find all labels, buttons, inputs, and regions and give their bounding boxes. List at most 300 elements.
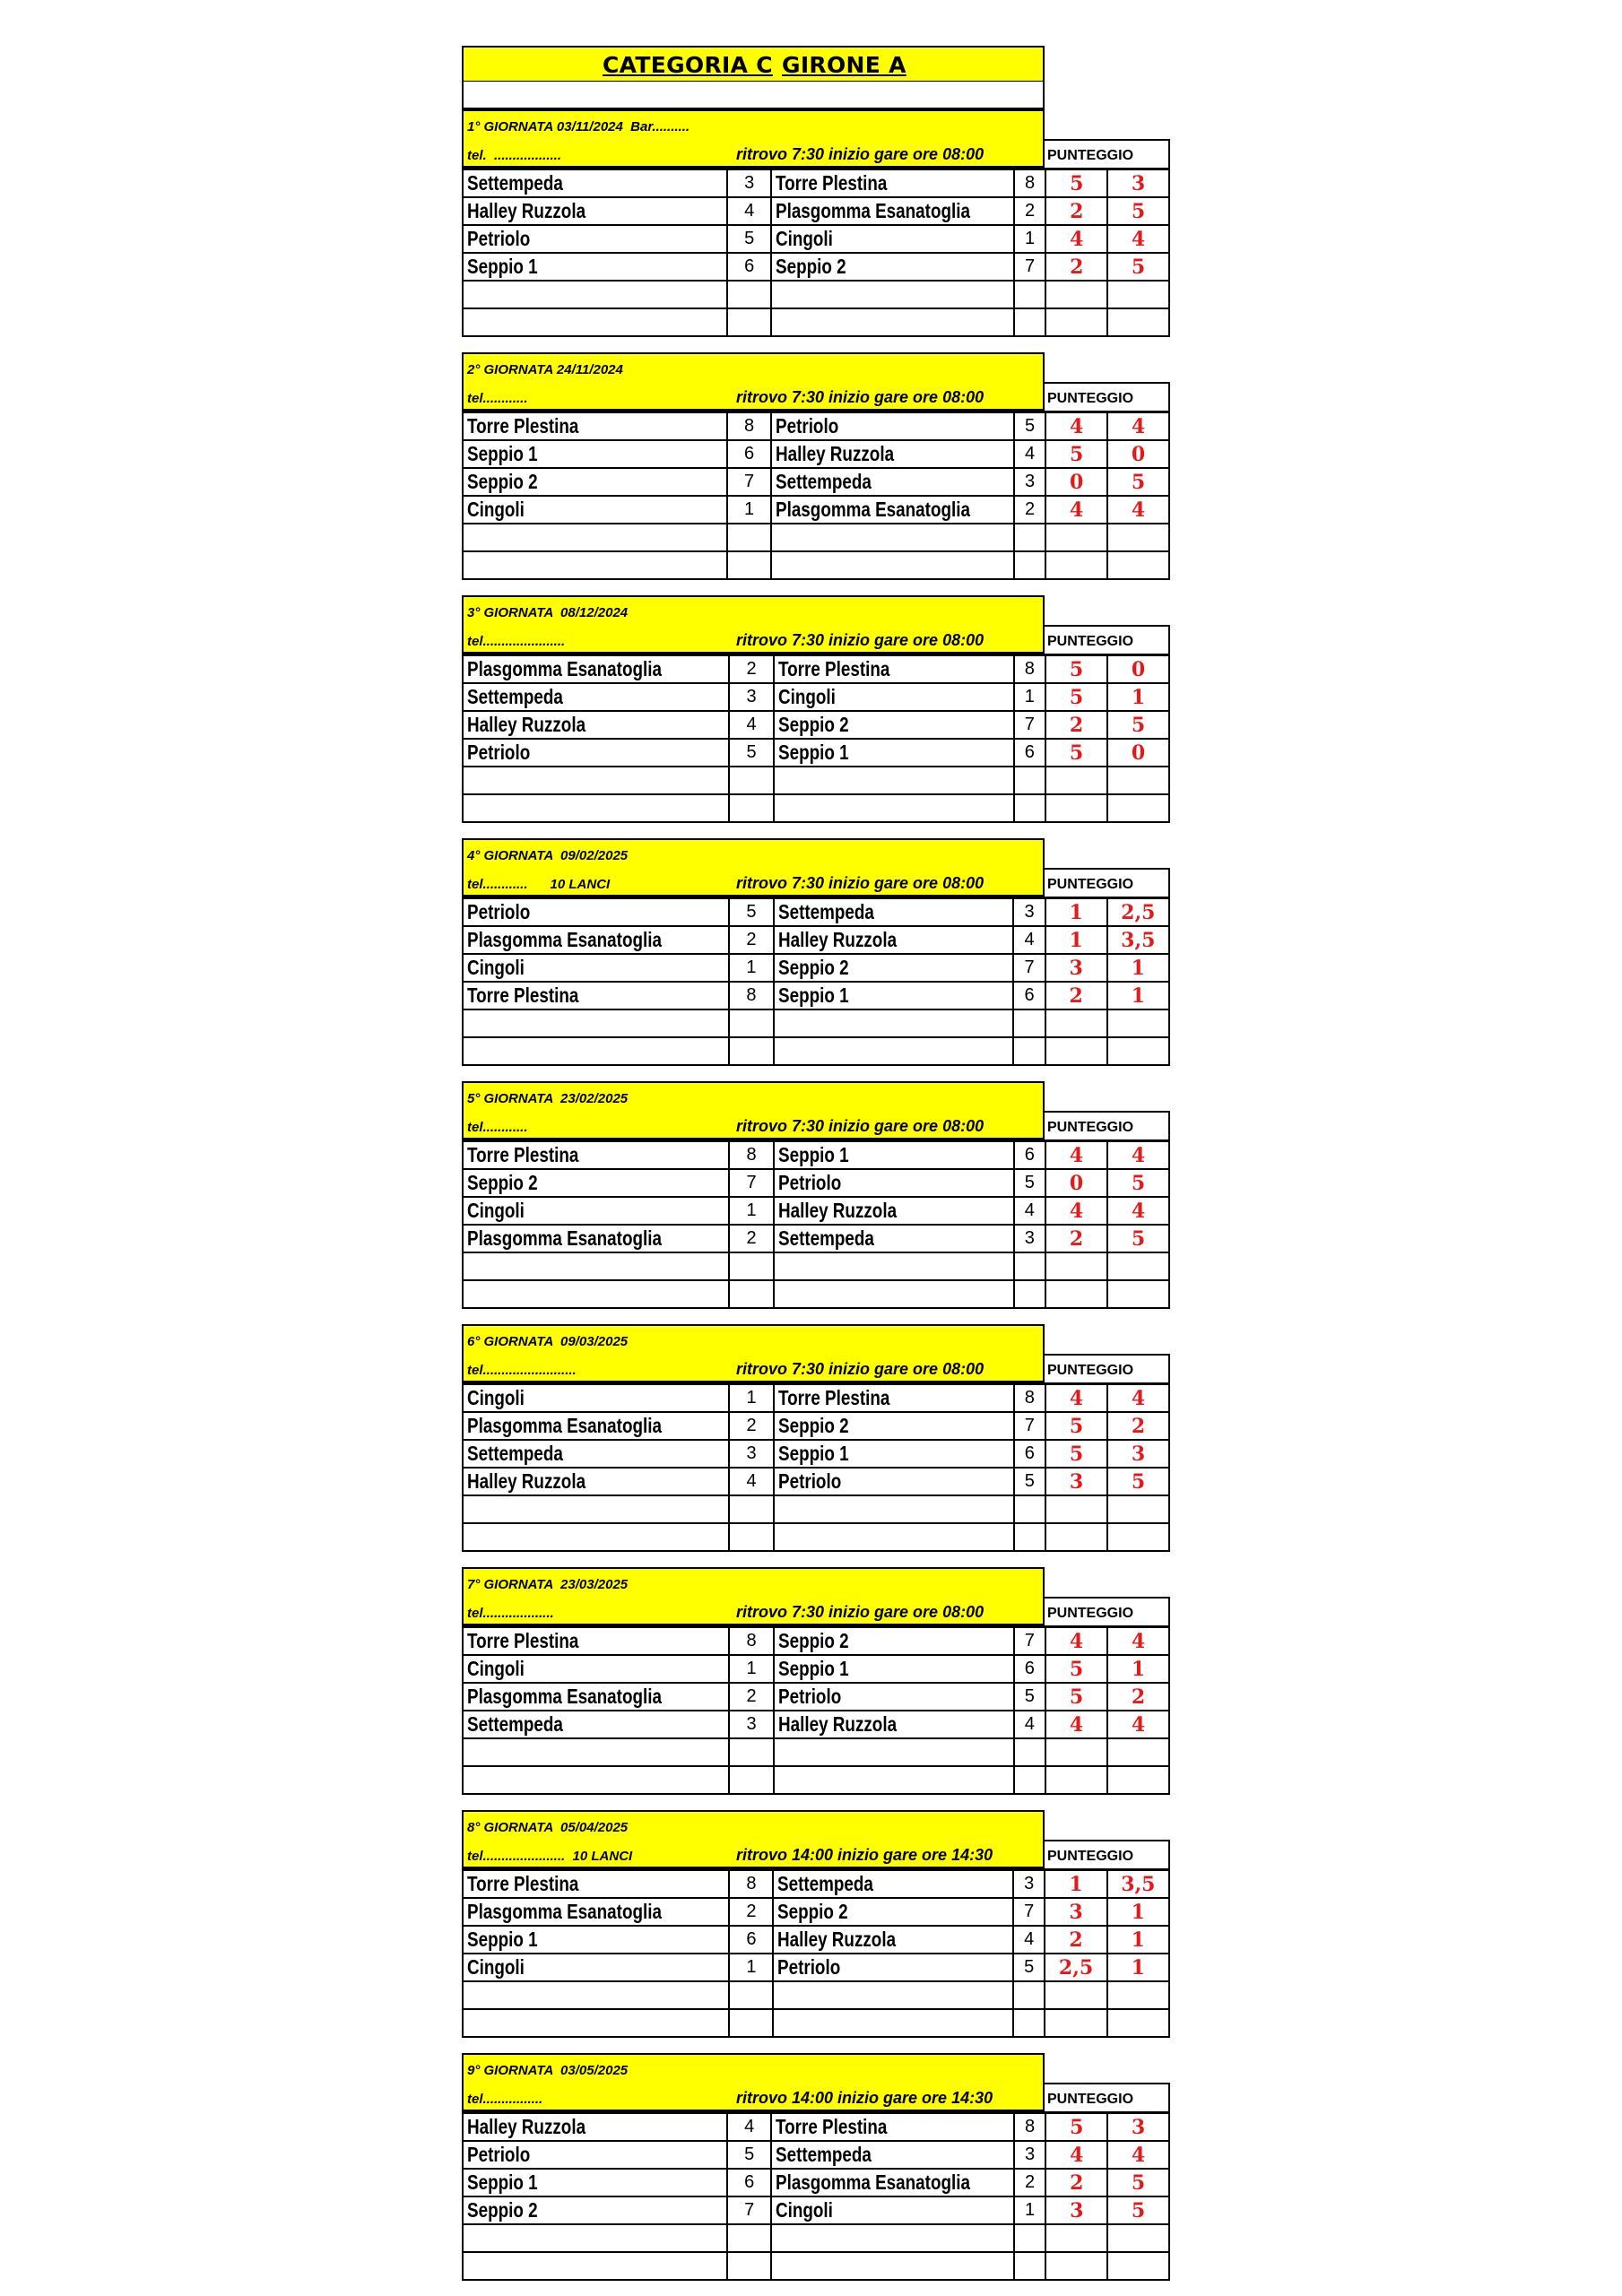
away-team-cell	[771, 169, 1014, 197]
away-team-cell	[774, 1738, 1014, 1766]
away-points: 3,5	[1121, 1872, 1156, 1896]
home-number-cell	[727, 281, 771, 308]
round-ritrovo: ritrovo 7:30 inizio gare ore 08:00	[736, 874, 984, 892]
home-points: 2	[1069, 1226, 1084, 1251]
match-row	[463, 2113, 1169, 2141]
home-points: 3	[1069, 956, 1083, 980]
away-number-cell	[1014, 308, 1045, 336]
home-number: 2	[746, 1228, 757, 1248]
home-team-cell	[463, 468, 727, 496]
match-row	[463, 1954, 1169, 1981]
away-points-cell	[1107, 1252, 1169, 1280]
away-points-cell	[1107, 739, 1169, 767]
home-points-cell	[1045, 2009, 1106, 2037]
match-row	[463, 253, 1169, 281]
home-number-cell	[729, 1252, 773, 1280]
away-points: 4	[1131, 1199, 1146, 1223]
home-team-cell	[463, 2113, 727, 2141]
home-number-cell	[727, 468, 771, 496]
home-points-cell	[1045, 1711, 1107, 1738]
empty-row	[463, 1037, 1169, 1065]
away-number-cell	[1014, 683, 1046, 711]
empty-row	[463, 2009, 1169, 2037]
match-row	[463, 1683, 1169, 1711]
home-points-cell	[1045, 551, 1107, 579]
away-points: 1	[1131, 1955, 1145, 1980]
away-team: Cingoli	[776, 2198, 834, 2222]
away-points-cell	[1107, 767, 1169, 794]
home-points: 5	[1069, 741, 1084, 765]
home-team: Seppio 2	[467, 2198, 538, 2222]
home-number-cell	[729, 1711, 773, 1738]
round-block	[462, 1567, 1170, 1810]
away-number: 5	[1024, 1686, 1035, 1706]
home-team-cell	[463, 225, 727, 253]
home-points: 4	[1069, 1143, 1084, 1167]
home-number-cell	[729, 926, 773, 954]
home-team-cell	[463, 1280, 729, 1308]
away-team-cell	[773, 1926, 1013, 1954]
away-points-cell	[1107, 2169, 1169, 2196]
home-number: 3	[746, 1714, 757, 1734]
away-team-cell	[774, 898, 1014, 926]
home-number-cell	[729, 739, 773, 767]
away-number-cell	[1013, 982, 1045, 1009]
away-points-cell	[1107, 794, 1169, 822]
matches-table	[462, 1140, 1170, 1309]
home-points-cell	[1045, 1523, 1107, 1551]
away-points-cell	[1107, 1169, 1169, 1197]
round-tel: tel. ..................	[467, 148, 562, 163]
empty-row	[463, 2224, 1169, 2252]
away-points: 2	[1131, 1414, 1146, 1438]
match-row	[463, 739, 1169, 767]
home-team-cell	[463, 496, 727, 524]
away-number-cell	[1014, 440, 1046, 468]
away-number-cell	[1014, 524, 1046, 551]
home-team-cell	[463, 1037, 729, 1065]
away-team: Seppio 2	[777, 1629, 849, 1652]
home-number-cell	[729, 711, 773, 739]
home-points: 5	[1070, 2115, 1084, 2139]
home-team: Petriolo	[467, 227, 531, 250]
away-team-cell	[774, 1495, 1014, 1523]
away-team-cell	[771, 281, 1014, 308]
away-number-cell	[1014, 1384, 1046, 1412]
home-number: 2	[746, 1902, 757, 1921]
away-team-cell	[773, 1981, 1013, 2009]
away-team: Torre Plestina	[777, 657, 890, 680]
away-number: 5	[1024, 416, 1036, 436]
away-points-cell	[1107, 1141, 1169, 1169]
home-number: 5	[744, 229, 755, 248]
away-number: 1	[1025, 229, 1036, 248]
away-team-cell	[774, 655, 1014, 683]
home-points-cell	[1045, 1037, 1107, 1065]
home-number: 6	[744, 256, 755, 276]
match-row	[463, 2196, 1169, 2224]
home-team-cell	[463, 1655, 729, 1683]
away-number: 7	[1024, 957, 1035, 977]
round-ritrovo: ritrovo 7:30 inizio gare ore 08:00	[736, 1360, 984, 1378]
home-team-cell	[463, 794, 729, 822]
match-row	[463, 898, 1169, 926]
round-header	[462, 1810, 1045, 1869]
away-points-cell	[1107, 197, 1169, 225]
match-row	[463, 2141, 1169, 2169]
home-points: 4	[1070, 498, 1084, 522]
away-points: 0	[1131, 741, 1146, 765]
match-row	[463, 496, 1169, 524]
away-team-cell	[774, 1627, 1014, 1655]
away-number-cell	[1014, 1141, 1046, 1169]
away-team-cell	[774, 1197, 1014, 1225]
home-team-cell	[463, 281, 727, 308]
match-row	[463, 1926, 1169, 1954]
home-points: 2,5	[1058, 1955, 1094, 1980]
away-number-cell	[1014, 2169, 1045, 2196]
away-points-cell	[1107, 468, 1169, 496]
away-number: 3	[1024, 902, 1035, 922]
home-number-cell	[729, 1523, 773, 1551]
empty-row	[463, 767, 1169, 794]
away-points-cell	[1107, 1738, 1169, 1766]
home-number: 6	[744, 444, 755, 464]
home-number: 8	[746, 985, 757, 1005]
home-number: 2	[746, 659, 757, 679]
home-team-cell	[463, 308, 727, 336]
away-points-cell	[1107, 954, 1169, 982]
away-number-cell	[1013, 1926, 1045, 1954]
away-number-cell	[1014, 2196, 1045, 2224]
away-team: Halley Ruzzola	[777, 928, 897, 951]
away-team: Plasgomma Esanatoglia	[776, 2170, 971, 2194]
home-points-cell	[1045, 954, 1107, 982]
round-header	[462, 838, 1045, 897]
away-points: 4	[1131, 498, 1146, 522]
round-block	[462, 595, 1170, 838]
away-points-cell	[1107, 1197, 1169, 1225]
away-points: 1	[1131, 983, 1145, 1008]
home-team: Plasgomma Esanatoglia	[467, 657, 662, 680]
home-points-cell	[1045, 1683, 1107, 1711]
home-team-cell	[463, 1412, 729, 1440]
home-team: Settempeda	[467, 171, 563, 195]
home-number: 4	[746, 1471, 757, 1491]
home-points-cell	[1045, 468, 1107, 496]
home-number: 1	[746, 1659, 757, 1678]
away-team-cell	[771, 253, 1014, 281]
title-girone: GIRONE A	[782, 52, 906, 78]
away-points: 3,5	[1121, 928, 1156, 952]
away-points-cell	[1107, 1468, 1169, 1495]
home-team-cell	[463, 1169, 729, 1197]
round-block	[462, 1324, 1170, 1567]
home-points-cell	[1045, 1440, 1107, 1468]
match-row	[463, 1468, 1169, 1495]
home-points-cell	[1045, 711, 1107, 739]
home-number: 7	[744, 2200, 755, 2220]
away-number-cell	[1013, 1898, 1045, 1926]
match-row	[463, 1412, 1169, 1440]
home-team: Plasgomma Esanatoglia	[467, 1226, 662, 1250]
away-points-cell	[1107, 1926, 1169, 1954]
away-number: 6	[1024, 985, 1035, 1005]
home-number-cell	[729, 1870, 773, 1898]
round-tel: tel............ 10 LANCI	[467, 877, 611, 892]
home-team-cell	[463, 926, 729, 954]
away-number: 8	[1024, 1388, 1035, 1408]
away-points: 1	[1131, 685, 1146, 709]
home-points-cell	[1045, 739, 1107, 767]
round-block	[462, 1810, 1170, 2053]
away-number-cell	[1014, 1197, 1046, 1225]
away-team: Plasgomma Esanatoglia	[776, 199, 971, 222]
home-points-cell	[1045, 1898, 1106, 1926]
away-points-cell	[1107, 982, 1169, 1009]
match-row	[463, 926, 1169, 954]
home-points: 1	[1069, 1872, 1083, 1896]
away-points-cell	[1107, 655, 1169, 683]
home-number-cell	[727, 253, 771, 281]
away-points: 1	[1131, 1900, 1145, 1924]
punteggio-header: PUNTEGGIO	[1045, 139, 1170, 169]
home-number: 4	[744, 201, 755, 221]
away-points: 1	[1131, 1928, 1145, 1952]
empty-row	[463, 1766, 1169, 1794]
home-points: 5	[1069, 685, 1084, 709]
home-team-cell	[463, 2169, 727, 2196]
away-team: Settempeda	[777, 900, 874, 923]
home-points: 4	[1070, 2143, 1084, 2167]
away-team-cell	[774, 1683, 1014, 1711]
away-number-cell	[1014, 1711, 1046, 1738]
away-points-cell	[1107, 1655, 1169, 1683]
home-points-cell	[1045, 2252, 1107, 2280]
home-team-cell	[463, 1870, 729, 1898]
away-points-cell	[1107, 711, 1169, 739]
home-team-cell	[463, 954, 729, 982]
round-header	[462, 352, 1045, 412]
home-number: 2	[746, 1416, 757, 1435]
match-row	[463, 1197, 1169, 1225]
home-team: Settempeda	[467, 1442, 563, 1465]
home-number: 6	[744, 2172, 755, 2192]
home-number: 3	[744, 173, 755, 193]
away-points: 5	[1131, 1469, 1146, 1494]
round-header	[462, 1567, 1045, 1626]
home-number-cell	[727, 197, 771, 225]
away-team: Seppio 1	[777, 741, 849, 764]
punteggio-header: PUNTEGGIO	[1045, 868, 1170, 897]
away-number-cell	[1014, 1412, 1046, 1440]
round-block	[462, 1081, 1170, 1324]
away-number-cell	[1014, 468, 1046, 496]
home-team: Cingoli	[467, 1657, 525, 1680]
home-team: Torre Plestina	[467, 1872, 579, 1895]
match-row	[463, 655, 1169, 683]
away-team-cell	[774, 1141, 1014, 1169]
away-team-cell	[771, 2141, 1014, 2169]
home-number-cell	[727, 524, 771, 551]
home-points-cell	[1045, 1766, 1107, 1794]
away-number-cell	[1014, 1225, 1046, 1252]
home-points-cell	[1045, 1009, 1107, 1037]
empty-row	[463, 1280, 1169, 1308]
home-team: Settempeda	[467, 685, 563, 708]
home-team-cell	[463, 1009, 729, 1037]
home-number-cell	[727, 2196, 771, 2224]
home-number-cell	[727, 2141, 771, 2169]
round-ritrovo: ritrovo 7:30 inizio gare ore 08:00	[736, 631, 984, 649]
matches-table	[462, 1383, 1170, 1552]
home-team-cell	[463, 767, 729, 794]
away-points-cell	[1107, 253, 1169, 281]
home-team: Torre Plestina	[467, 983, 579, 1007]
away-number-cell	[1014, 496, 1046, 524]
home-team-cell	[463, 524, 727, 551]
home-number: 8	[746, 1631, 757, 1651]
home-number-cell	[729, 1141, 773, 1169]
away-team: Seppio 2	[777, 1900, 849, 1923]
home-team: Petriolo	[467, 741, 531, 764]
matches-table	[462, 1869, 1170, 2038]
home-number-cell	[729, 1954, 773, 1981]
round-title: 5° GIORNATA 23/02/2025	[467, 1091, 629, 1106]
home-number-cell	[727, 2169, 771, 2196]
away-points: 4	[1131, 1386, 1146, 1410]
round-block	[462, 352, 1170, 595]
away-number-cell	[1013, 954, 1045, 982]
home-number-cell	[729, 982, 773, 1009]
home-points: 2	[1069, 983, 1083, 1008]
home-points-cell	[1045, 281, 1107, 308]
home-points-cell	[1045, 496, 1107, 524]
round-block	[462, 2053, 1170, 2296]
home-team-cell	[463, 197, 727, 225]
home-number: 4	[746, 715, 757, 734]
away-points: 5	[1131, 470, 1146, 494]
away-number-cell	[1014, 1495, 1046, 1523]
home-points-cell	[1045, 982, 1107, 1009]
away-points: 2	[1131, 1685, 1146, 1709]
away-team-cell	[774, 683, 1014, 711]
away-team-cell	[774, 1009, 1014, 1037]
round-header	[462, 1081, 1045, 1140]
away-number-cell	[1014, 412, 1046, 440]
home-number-cell	[729, 1440, 773, 1468]
home-points-cell	[1045, 2196, 1107, 2224]
match-row	[463, 169, 1169, 197]
home-points-cell	[1045, 655, 1107, 683]
title-categoria: CATEGORIA C	[603, 52, 773, 78]
away-points: 5	[1131, 713, 1146, 737]
home-number: 3	[746, 687, 757, 706]
home-points-cell	[1045, 1655, 1107, 1683]
home-team-cell	[463, 739, 729, 767]
round-ritrovo: ritrovo 7:30 inizio gare ore 08:00	[736, 1117, 984, 1135]
away-number-cell	[1014, 739, 1046, 767]
home-number-cell	[729, 1225, 773, 1252]
home-points-cell	[1045, 2113, 1107, 2141]
home-number-cell	[729, 767, 773, 794]
home-team: Cingoli	[467, 956, 525, 979]
away-team: Torre Plestina	[777, 1386, 890, 1409]
home-points: 0	[1070, 470, 1084, 494]
match-row	[463, 1384, 1169, 1412]
away-team: Torre Plestina	[776, 171, 888, 195]
home-number-cell	[729, 1495, 773, 1523]
away-team-cell	[771, 524, 1014, 551]
away-points: 2,5	[1121, 900, 1156, 924]
away-number: 3	[1024, 1228, 1035, 1248]
away-number: 5	[1024, 1173, 1035, 1192]
round-title: 7° GIORNATA 23/03/2025	[467, 1577, 629, 1592]
home-number: 5	[744, 2144, 755, 2164]
round-title: 1° GIORNATA 03/11/2024 Bar..........	[467, 119, 690, 134]
away-team-cell	[771, 197, 1014, 225]
match-row	[463, 468, 1169, 496]
punteggio-header: PUNTEGGIO	[1045, 382, 1170, 412]
away-points-cell	[1107, 1766, 1169, 1794]
home-points-cell	[1045, 253, 1107, 281]
match-row	[463, 440, 1169, 468]
away-team-cell	[771, 2169, 1014, 2196]
home-points-cell	[1045, 1412, 1107, 1440]
home-team: Plasgomma Esanatoglia	[467, 1685, 662, 1708]
home-team: Torre Plestina	[467, 1143, 579, 1166]
home-team-cell	[463, 440, 727, 468]
home-number: 1	[744, 499, 755, 519]
home-points-cell	[1045, 1981, 1106, 2009]
matches-table	[462, 169, 1170, 337]
away-points: 5	[1131, 199, 1146, 223]
home-team: Seppio 1	[467, 1928, 538, 1951]
home-points: 2	[1070, 2170, 1084, 2195]
home-number-cell	[729, 1037, 773, 1065]
round-title: 8° GIORNATA 05/04/2025	[467, 1820, 629, 1835]
empty-row	[463, 794, 1169, 822]
away-team-cell	[774, 1766, 1014, 1794]
home-points-cell	[1045, 1252, 1107, 1280]
home-points-cell	[1045, 2141, 1107, 2169]
home-points-cell	[1045, 1870, 1106, 1898]
match-row	[463, 711, 1169, 739]
home-points-cell	[1045, 1954, 1106, 1981]
away-points-cell	[1107, 169, 1169, 197]
round-header	[462, 1324, 1045, 1383]
away-team-cell	[771, 2224, 1014, 2252]
punteggio-header: PUNTEGGIO	[1045, 1354, 1170, 1383]
away-team-cell	[774, 1523, 1014, 1551]
home-number-cell	[729, 1898, 773, 1926]
home-team: Seppio 1	[467, 255, 538, 278]
home-number-cell	[729, 1926, 773, 1954]
empty-row	[463, 1738, 1169, 1766]
home-points: 2	[1070, 255, 1084, 279]
empty-row	[463, 2252, 1169, 2280]
punteggio-header: PUNTEGGIO	[1045, 1111, 1170, 1140]
home-number: 8	[744, 416, 755, 436]
round-header	[462, 109, 1045, 169]
away-number: 8	[1024, 659, 1035, 679]
away-points: 1	[1131, 956, 1145, 980]
home-points-cell	[1045, 225, 1107, 253]
away-points: 1	[1131, 1657, 1146, 1681]
away-team-cell	[774, 739, 1014, 767]
away-team: Petriolo	[776, 414, 839, 438]
away-team-cell	[774, 1280, 1014, 1308]
